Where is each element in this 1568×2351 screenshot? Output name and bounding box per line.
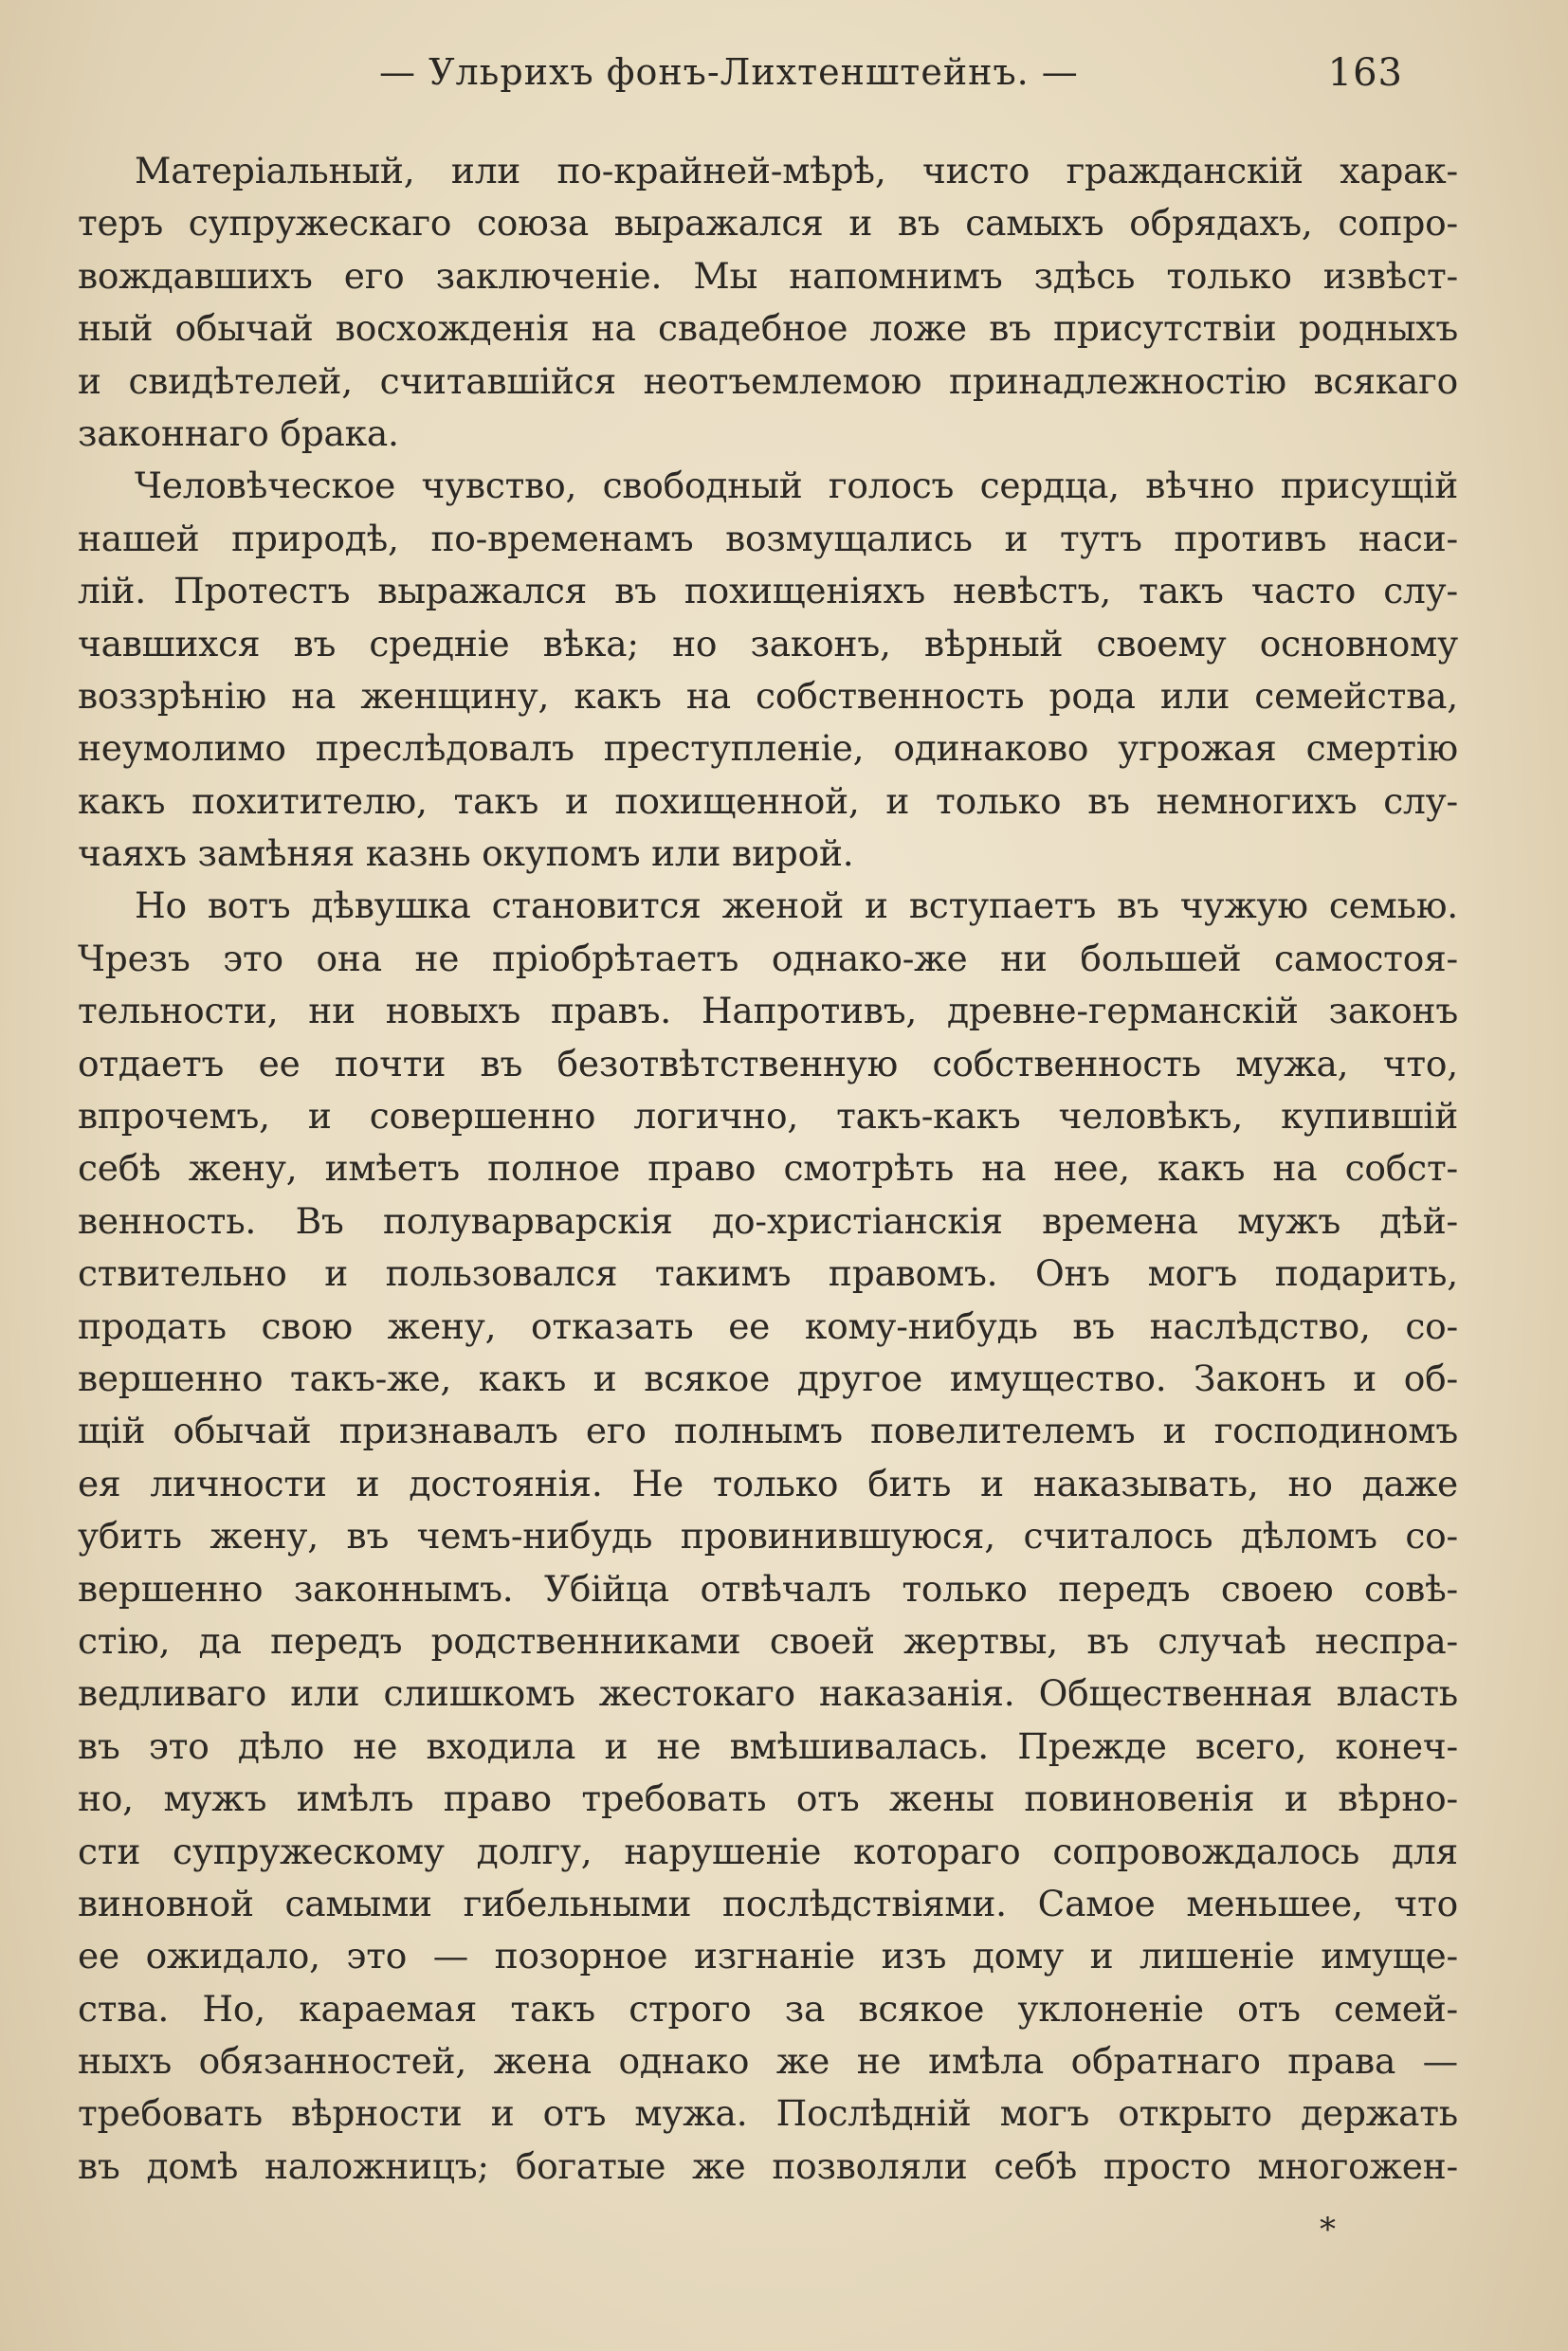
page-number: 163 — [1327, 51, 1403, 95]
text-line: чавшихся въ средніе вѣка; но законъ, вѣрный своему основному — [78, 622, 1458, 665]
text-line: ведливаго или слишкомъ жестокаго наказанія. Общественная власть — [78, 1672, 1458, 1715]
text-line: ный обычай восхожденія на свадебное ложе въ присутствіи родныхъ — [78, 307, 1458, 350]
text-line: вождавшихъ его заключеніе. Мы напомнимъ здѣсь только извѣст- — [78, 254, 1458, 297]
text-line: венность. Въ полуварварскія до-христіанскія времена мужъ дѣй- — [78, 1199, 1458, 1242]
text-line: стію, да передъ родственниками своей жертвы, въ случаѣ неспра- — [78, 1619, 1458, 1662]
text-line: ее ожидало, это — позорное изгнаніе изъ дому и лишеніе имуще- — [78, 1935, 1458, 1977]
text-line: и свидѣтелей, считавшійся неотъемлемою принадлежностію всякаго — [78, 359, 1458, 402]
text-line: теръ супружескаго союза выражался и въ самыхъ обрядахъ, сопро- — [78, 202, 1458, 245]
text-line: ныхъ обязанностей, жена однако же не имѣла обратнаго права — — [78, 2040, 1458, 2083]
text-line: убить жену, въ чемъ-нибудь провинившуюся, считалось дѣломъ со- — [78, 1515, 1458, 1558]
running-title: — Ульрихъ фонъ-Лихтенштейнъ. — — [379, 51, 1079, 93]
text-line: Матеріальный, или по-крайней-мѣрѣ, чисто гражданскій харак- — [135, 150, 1458, 191]
text-line: лій. Протестъ выражался въ похищеніяхъ невѣстъ, такъ часто слу- — [78, 570, 1458, 612]
body-text — [78, 145, 1458, 2193]
text-line: впрочемъ, и совершенно логично, такъ-какъ человѣкъ, купившій — [78, 1095, 1458, 1138]
text-line: воззрѣнію на женщину, какъ на собственность рода или семейства, — [78, 674, 1458, 717]
text-line: чаяхъ замѣняя казнь окупомъ или вирой. — [78, 832, 854, 875]
text-line: Чрезъ это она не пріобрѣтаетъ однако-же ни большей самостоя- — [78, 937, 1458, 979]
text-line: вершенно такъ-же, какъ и всякое другое имущество. Законъ и об- — [78, 1357, 1458, 1399]
text-line: отдаетъ ее почти въ безотвѣтственную собственность мужа, что, — [78, 1042, 1458, 1084]
text-line: себѣ жену, имѣетъ полное право смотрѣть на нее, какъ на собст- — [78, 1147, 1458, 1190]
text-line: Но вотъ дѣвушка становится женой и вступаетъ въ чужую семью. — [135, 884, 1458, 927]
running-head — [341, 51, 1403, 118]
text-line: законнаго брака. — [78, 411, 399, 454]
text-line: неумолимо преслѣдовалъ преступленіе, одинаково угрожая смертію — [78, 727, 1458, 770]
text-line: но, мужъ имѣлъ право требовать отъ жены повиновенія и вѣрно- — [78, 1777, 1458, 1820]
text-line: продать свою жену, отказать ее кому-нибудь въ наслѣдство, со- — [78, 1304, 1458, 1347]
text-line: требовать вѣрности и отъ мужа. Послѣдній могъ открыто держать — [78, 2092, 1458, 2135]
text-line: какъ похитителю, такъ и похищенной, и только въ немногихъ слу- — [78, 779, 1458, 822]
text-line: нашей природѣ, по-временамъ возмущались и тутъ противъ наси- — [78, 517, 1458, 559]
text-line: въ домѣ наложницъ; богатые же позволяли себѣ просто многожен- — [78, 2144, 1458, 2187]
text-line: вершенно законнымъ. Убійца отвѣчалъ только передъ своею совѣ- — [78, 1567, 1458, 1610]
text-line: въ это дѣло не входила и не вмѣшивалась. Прежде всего, конеч- — [78, 1724, 1458, 1767]
text-line: виновной самыми гибельными послѣдствіями. Самое меньшее, что — [78, 1882, 1458, 1924]
text-line: сти супружескому долгу, нарушеніе котораго сопровождалось для — [78, 1830, 1458, 1872]
text-line: щій обычай признавалъ его полнымъ повелителемъ и господиномъ — [78, 1410, 1458, 1452]
text-line: ства. Но, караемая такъ строго за всякое уклоненіе отъ семей- — [78, 1987, 1458, 2030]
text-line: тельности, ни новыхъ правъ. Напротивъ, древне-германскій законъ — [78, 990, 1458, 1032]
footnote-mark: * — [1320, 2211, 1336, 2249]
text-line: Человѣческое чувство, свободный голосъ сердца, вѣчно присущій — [135, 465, 1458, 507]
text-line: ея личности и достоянія. Не только бить и наказывать, но даже — [78, 1462, 1458, 1504]
text-line: ствительно и пользовался такимъ правомъ. Онъ могъ подарить, — [78, 1252, 1458, 1295]
